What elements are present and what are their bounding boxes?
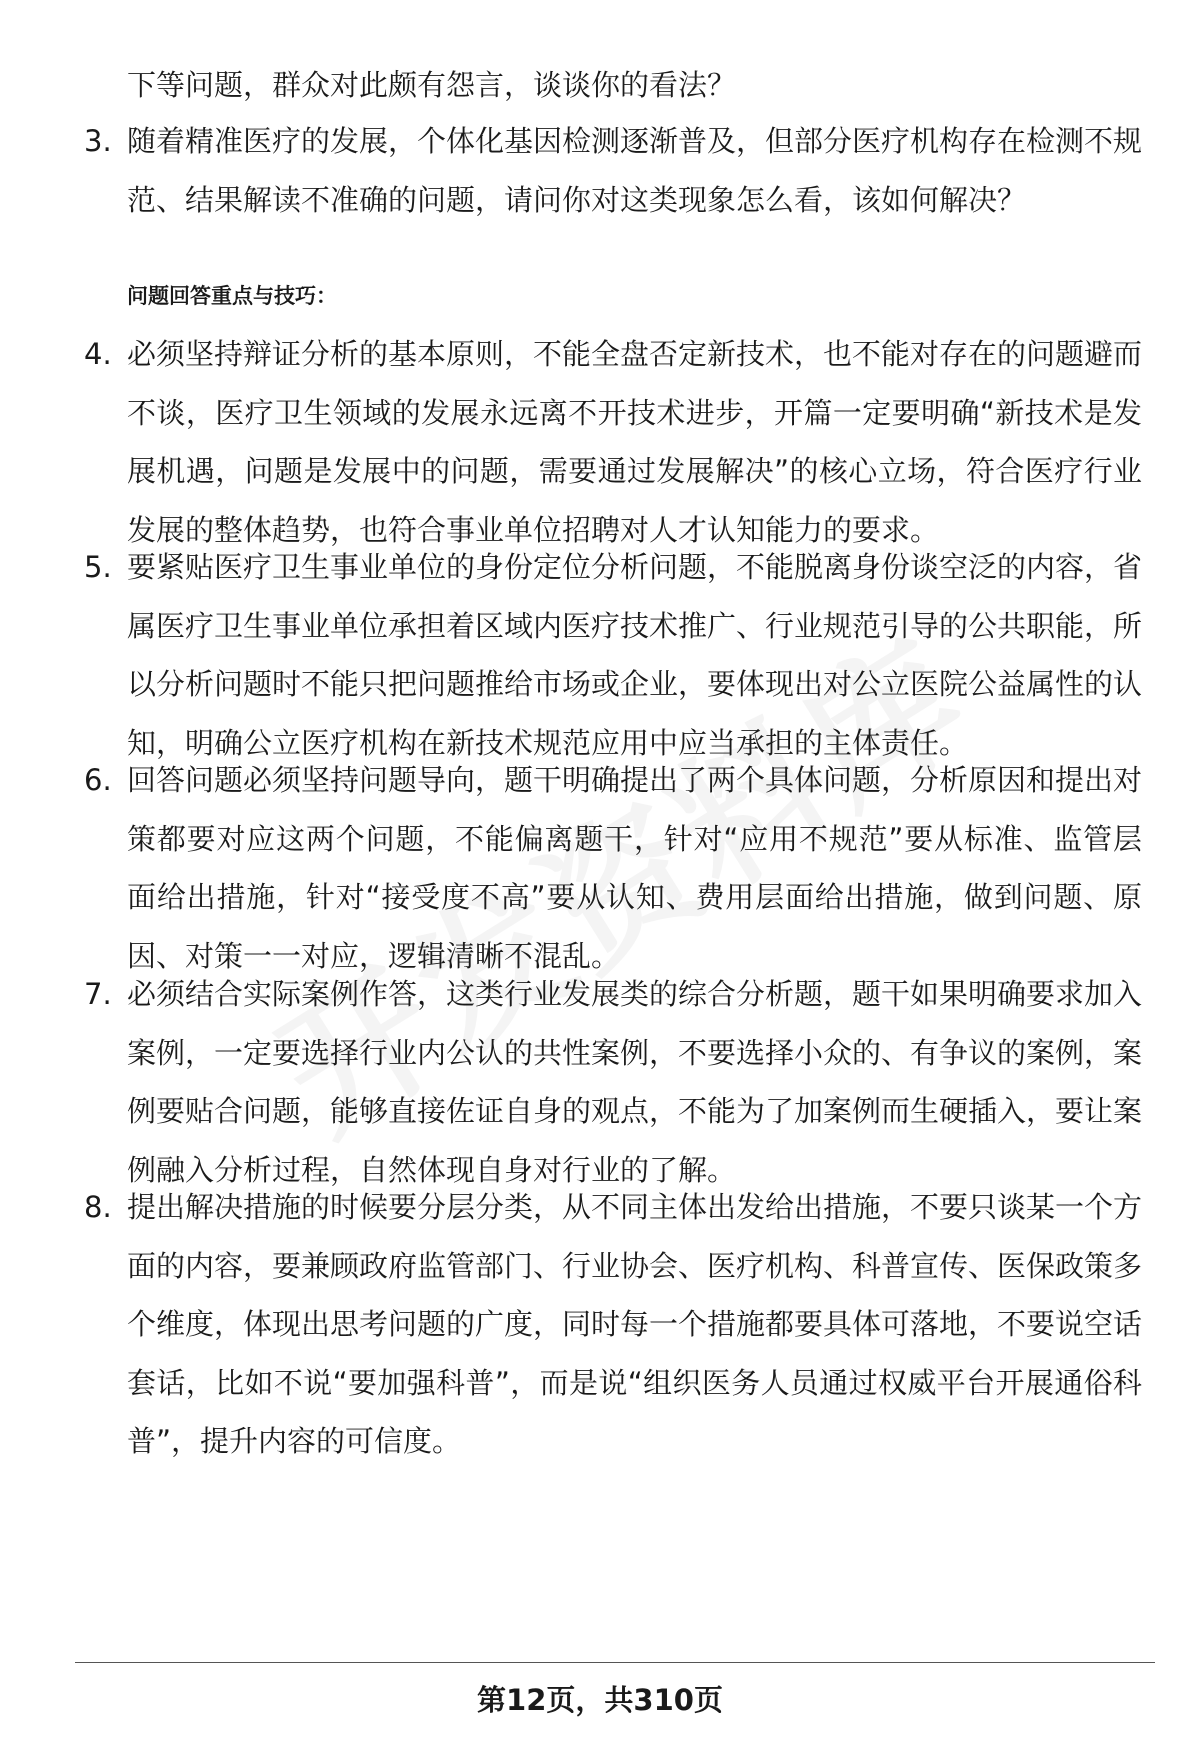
page-number: 第12页，共310页 — [477, 1683, 723, 1717]
section-heading: 问题回答重点与技巧： — [127, 284, 337, 308]
item-text: 提出解决措施的时候要分层分类，从不同主体出发给出措施，不要只谈某一个方面的内容，要兼顾政府监管部门、行业协会、医疗机构、科普宣传、医保政策多个维度，体现出思考问题的广度，同时每一个措施都要具体可落地，不要说空话套话，比如不说“要加强科普”，而是说“组织医务人员通过权威平台开展通俗科普”，提升内容的可信度。 — [127, 1190, 1143, 1458]
item-number: 3. — [84, 124, 112, 158]
footer-divider — [75, 1662, 1155, 1663]
item-text: 必须坚持辩证分析的基本原则，不能全盘否定新技术，也不能对存在的问题避而不谈，医疗卫生领域的发展永远离不开技术进步，开篇一定要明确“新技术是发展机遇，问题是发展中的问题，需要通过发展解决”的核心立场，符合医疗行业发展的整体趋势，也符合事业单位招聘对人才认知能力的要求。 — [127, 337, 1143, 547]
item-text: 必须结合实际案例作答，这类行业发展类的综合分析题，题干如果明确要求加入案例，一定要选择行业内公认的共性案例，不要选择小众的、有争议的案例，案例要贴合问题，能够直接佐证自身的观点，不能为了加案例而生硬插入，要让案例融入分析过程，自然体现自身对行业的了解。 — [127, 977, 1143, 1187]
item-number: 5. — [84, 550, 112, 584]
item-text: 回答问题必须坚持问题导向，题干明确提出了两个具体问题，分析原因和提出对策都要对应这两个问题，不能偏离题干，针对“应用不规范”要从标准、监管层面给出措施，针对“接受度不高”要从认知、费用层面给出措施，做到问题、原因、对策一一对应，逻辑清晰不混乱。 — [127, 763, 1143, 973]
continued-question-text: 下等问题，群众对此颇有怨言，谈谈你的看法？ — [127, 68, 737, 102]
item-text: 要紧贴医疗卫生事业单位的身份定位分析问题，不能脱离身份谈空泛的内容，省属医疗卫生事业单位承担着区域内医疗技术推广、行业规范引导的公共职能，所以分析问题时不能只把问题推给市场或企业，要体现出对公立医院公益属性的认知，明确公立医疗机构在新技术规范应用中应当承担的主体责任。 — [127, 550, 1143, 760]
item-text: 随着精准医疗的发展，个体化基因检测逐渐普及，但部分医疗机构存在检测不规范、结果解读不准确的问题，请问你对这类现象怎么看，该如何解决？ — [127, 124, 1143, 217]
item-number: 8. — [84, 1190, 112, 1224]
item-number: 6. — [84, 763, 112, 797]
item-number: 7. — [84, 977, 112, 1011]
item-number: 4. — [84, 337, 112, 371]
